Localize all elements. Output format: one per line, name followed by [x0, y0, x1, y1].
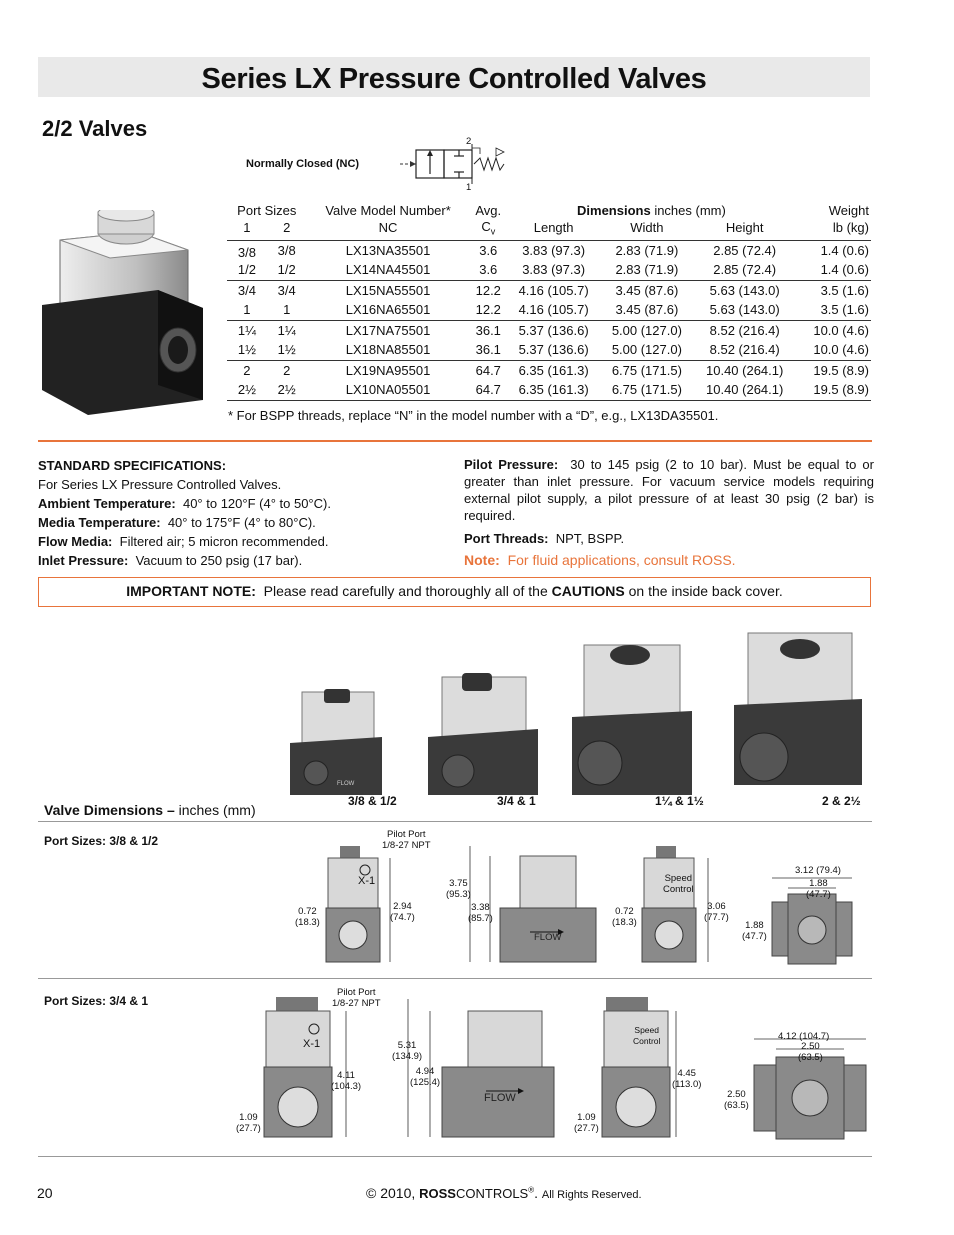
dim1-flow: FLOW — [534, 932, 562, 943]
spec-pilot-value: 30 to 145 psig (2 to 10 bar). Must be equal to or greater than inlet pressure. For vacuum service models requiring external pilot supply, a pilot pressure of at least 30 psig (2 bar) is required. — [464, 457, 874, 523]
spec-flow-label: Flow Media: — [38, 534, 113, 549]
registered-mark: ® — [528, 1185, 535, 1195]
spec-inlet — [38, 551, 438, 570]
dim2-dim-f — [672, 1068, 701, 1090]
dim2-speed-control — [633, 1025, 660, 1047]
dim1-dim-d — [468, 902, 493, 924]
brand-logo: ROSS — [419, 1186, 456, 1201]
specs-heading: STANDARD SPECIFICATIONS: — [38, 458, 227, 473]
cell-model: LX17NA75501 — [345, 322, 431, 338]
cell-model: LX18NA85501 — [307, 340, 470, 360]
cell-p2: 2½ — [267, 380, 307, 400]
spec-note-label: Note: — [464, 552, 500, 568]
dim1-dim-a — [295, 906, 320, 928]
dim1-dim-h — [806, 878, 831, 900]
dim1-speed2: Control — [663, 884, 694, 895]
dim1-port-label: Port Sizes: 3/8 & 1/2 — [44, 834, 159, 848]
cell-height: 5.63 (143.0) — [694, 300, 796, 320]
important-cautions: CAUTIONS — [551, 583, 625, 599]
dimensions-heading-label: Valve Dimensions – — [44, 802, 175, 818]
important-text-after: on the inside back cover. — [628, 583, 783, 599]
header-dimensions-units: inches (mm) — [650, 203, 726, 218]
cell-p2: 1/2 — [267, 260, 307, 280]
header-weight-units: lb (kg) — [796, 219, 871, 240]
cell-p2: 3/4 — [277, 282, 296, 298]
cell-cv: 36.1 — [475, 322, 501, 338]
dim2-f2: (113.0) — [672, 1079, 702, 1090]
spec-inlet-label: Inlet Pressure: — [38, 553, 129, 568]
cell-length: 3.83 (97.3) — [507, 260, 600, 280]
dim1-f2: (77.7) — [704, 912, 729, 923]
cell-height: 8.52 (216.4) — [709, 322, 780, 338]
valve-large — [572, 645, 692, 795]
header-dimensions-label: Dimensions — [577, 203, 651, 218]
dim1-b1: 2.94 — [393, 901, 412, 912]
cell-p1: 1½ — [227, 340, 267, 360]
dim1-i1: 1.88 — [745, 920, 764, 931]
dim2-pilot-npt-text: 1/8-27 NPT — [332, 998, 381, 1009]
spec-inlet-value: Vacuum to 250 psig (17 bar). — [135, 553, 303, 568]
cell-weight: 3.5 (1.6) — [820, 282, 869, 298]
dim2-b1: 4.11 — [337, 1070, 355, 1081]
cell-weight: 1.4 (0.6) — [820, 242, 869, 258]
copyright-text: © 2010, — [366, 1185, 416, 1201]
cell-width: 6.75 (171.5) — [600, 380, 693, 400]
cell-length: 4.16 (105.7) — [518, 282, 589, 298]
header-length: Length — [507, 219, 600, 240]
cell-cv: 3.6 — [470, 260, 507, 280]
valve-size-label: 3/4 & 1 — [497, 794, 536, 808]
table-footnote: * For BSPP threads, replace “N” in the model number with a “D”, e.g., LX13DA35501. — [228, 408, 719, 423]
dim2-dim-e — [574, 1112, 599, 1134]
cell-length: 5.37 (136.6) — [507, 340, 600, 360]
cell-length: 3.83 (97.3) — [522, 242, 586, 258]
cell-height: 8.52 (216.4) — [694, 340, 796, 360]
page-title: Series LX Pressure Controlled Valves — [201, 63, 707, 95]
header-width: Width — [600, 219, 693, 240]
cell-p1: 3/4 — [237, 282, 256, 298]
dim2-c2: (134.9) — [392, 1051, 423, 1062]
cell-p2: 1 — [267, 300, 307, 320]
dim1-dim-i — [742, 920, 767, 942]
dim2-flow: FLOW — [484, 1092, 516, 1104]
dim1-drawings — [290, 840, 870, 970]
header-height: Height — [694, 219, 796, 240]
header-cv-symbol — [470, 219, 507, 240]
page-number: 20 — [37, 1185, 53, 1201]
dim1-h1: 1.88 — [809, 878, 828, 889]
cell-weight: 3.5 (1.6) — [796, 300, 871, 320]
cell-cv: 3.6 — [479, 242, 498, 258]
header-port-1: 1 — [227, 219, 267, 240]
cell-p1: 2 — [243, 362, 251, 378]
table-row — [227, 360, 871, 380]
cell-height: 5.63 (143.0) — [709, 282, 780, 298]
title-bar — [38, 57, 870, 97]
dim2-i1: 2.50 — [727, 1089, 746, 1100]
valve-small — [290, 689, 382, 795]
cell-width: 5.00 (127.0) — [600, 340, 693, 360]
cell-p1: 1 — [227, 300, 267, 320]
dim2-dim-c — [392, 1040, 422, 1062]
important-note-box — [38, 577, 871, 607]
dim1-i2: (47.7) — [742, 931, 767, 942]
flow-text: FLOW — [337, 781, 355, 787]
dim2-port-label: Port Sizes: 3/4 & 1 — [44, 994, 149, 1008]
cell-height: 10.40 (264.1) — [694, 380, 796, 400]
rights-text: All Rights Reserved. — [541, 1189, 642, 1201]
valve-symbol-diagram — [396, 134, 521, 192]
dim1-dim-e — [612, 906, 637, 928]
dim2-d1: 4.94 — [415, 1066, 435, 1077]
cell-weight: 19.5 (8.9) — [796, 380, 871, 400]
spec-note-value: For fluid applications, consult ROSS. — [507, 552, 736, 568]
dim2-dim-h — [798, 1041, 823, 1063]
cell-model: LX19NA95501 — [345, 362, 431, 378]
dim1-e1: 0.72 — [615, 906, 634, 917]
valve-product-photo — [38, 210, 220, 420]
table-row — [227, 380, 871, 400]
divider — [38, 1156, 872, 1157]
cell-width: 3.45 (87.6) — [600, 300, 693, 320]
port-1-label: 1 — [466, 182, 472, 193]
valve-spec-table — [227, 199, 871, 401]
dim2-e1: 1.09 — [577, 1112, 596, 1123]
cell-cv: 36.1 — [470, 340, 507, 360]
dim1-speed1: Speed — [664, 873, 693, 884]
dim1-pilot-port — [382, 829, 431, 851]
cell-model: LX13NA35501 — [345, 242, 431, 258]
valve-family-illustration — [282, 625, 872, 800]
spec-pilot-label: Pilot Pressure: — [464, 457, 559, 472]
header-cv-c: C — [481, 219, 491, 234]
spec-ambient-label: Ambient Temperature: — [38, 496, 176, 511]
cell-p2: 2 — [283, 362, 291, 378]
header-weight: Weight — [828, 203, 869, 218]
header-cv-subscript: v — [490, 226, 496, 237]
spec-flow-value: Filtered air; 5 micron recommended. — [119, 534, 329, 549]
dim1-d1: 3.38 — [471, 902, 490, 913]
dim1-c2: (95.3) — [446, 889, 471, 900]
dim2-h1: 2.50 — [801, 1041, 820, 1052]
dim1-dim-c — [446, 878, 471, 900]
table-row — [227, 300, 871, 320]
cell-length: 6.35 (161.3) — [518, 362, 589, 378]
valve-size-label: 1¼ & 1½ — [655, 794, 704, 808]
cell-weight: 10.0 (4.6) — [813, 322, 869, 338]
cell-cv: 64.7 — [475, 362, 501, 378]
cell-p1: 2½ — [227, 380, 267, 400]
table-row — [227, 260, 871, 280]
cell-weight: 1.4 (0.6) — [796, 260, 871, 280]
dim1-b2: (74.7) — [390, 912, 415, 923]
dim1-pilot-npt-text: 1/8-27 NPT — [382, 840, 431, 851]
cell-height: 10.40 (264.1) — [706, 362, 784, 378]
cell-p1: 1/2 — [227, 260, 267, 280]
table-row — [227, 340, 871, 360]
dim1-dim-f — [704, 901, 729, 923]
cell-width: 5.00 (127.0) — [611, 322, 682, 338]
dim2-b2: (104.3) — [331, 1081, 362, 1092]
dim1-pilot-port-text: Pilot Port — [387, 829, 426, 840]
cell-weight: 10.0 (4.6) — [796, 340, 871, 360]
dim2-dim-d — [410, 1066, 440, 1088]
dim1-dim-g: 3.12 (79.4) — [795, 865, 841, 876]
header-model-nc: NC — [307, 219, 470, 240]
section-title: 2/2 Valves — [42, 116, 148, 141]
spec-threads — [464, 530, 874, 547]
valve-xlarge — [734, 633, 862, 785]
port-2-label: 2 — [466, 136, 472, 147]
brand-logo-2: CONTROLS — [455, 1186, 529, 1201]
header-dimensions — [507, 199, 796, 219]
dim2-dim-b — [331, 1070, 361, 1092]
dim1-speed-control — [663, 873, 694, 895]
table-row — [227, 320, 871, 340]
dim2-pilot-port-text: Pilot Port — [337, 987, 376, 998]
cell-width: 2.83 (71.9) — [600, 260, 693, 280]
spec-ambient — [38, 494, 438, 513]
spec-media-temp — [38, 513, 438, 532]
spec-ambient-value: 40° to 120°F (4° to 50°C). — [182, 496, 331, 511]
spec-media-temp-value: 40° to 175°F (4° to 80°C). — [167, 515, 316, 530]
dim2-dim-g: 4.12 (104.7) — [778, 1031, 830, 1042]
spec-threads-label: Port Threads: — [464, 531, 549, 546]
cell-cv: 12.2 — [475, 282, 501, 298]
spec-flow — [38, 532, 438, 551]
dim1-x1: X-1 — [358, 875, 376, 887]
dim1-a2: (18.3) — [295, 917, 320, 928]
dim2-pilot-port — [332, 987, 381, 1009]
dim1-c1: 3.75 — [449, 878, 468, 889]
specs-left-column — [38, 456, 438, 570]
cell-width: 6.75 (171.5) — [611, 362, 682, 378]
header-port-sizes: Port Sizes — [237, 203, 297, 218]
cell-cv: 64.7 — [470, 380, 507, 400]
dim1-h2: (47.7) — [806, 889, 831, 900]
dimensions-heading-units: inches (mm) — [178, 802, 256, 818]
spec-note — [464, 552, 874, 569]
cell-cv: 12.2 — [470, 300, 507, 320]
dimensions-heading — [44, 802, 256, 818]
dim2-speed2: Control — [633, 1036, 661, 1046]
dim2-d2: (125.4) — [410, 1077, 441, 1088]
footer-copyright: © 2010, ROSSCONTROLS®. All Rights Reserved. — [366, 1185, 642, 1201]
cell-width: 3.45 (87.6) — [615, 282, 679, 298]
dim2-speed1: Speed — [634, 1025, 659, 1035]
header-cv: Avg. — [475, 203, 502, 218]
spec-media-temp-label: Media Temperature: — [38, 515, 161, 530]
important-text-before: Please read carefully and thoroughly all of the — [263, 583, 548, 599]
dim1-dim-b — [390, 901, 415, 923]
section-divider — [38, 440, 872, 442]
dim1-e2: (18.3) — [612, 917, 637, 928]
cell-p2: 3/8 — [277, 242, 296, 258]
cell-p2: 1¼ — [277, 322, 296, 338]
dim2-c1: 5.31 — [397, 1040, 417, 1051]
cell-model: LX14NA45501 — [307, 260, 470, 280]
cell-length: 6.35 (161.3) — [507, 380, 600, 400]
valve-medium — [428, 673, 538, 795]
specs-right-column — [464, 456, 874, 569]
cell-model: LX16NA65501 — [307, 300, 470, 320]
cell-height: 2.85 (72.4) — [713, 242, 777, 258]
specs-intro: For Series LX Pressure Controlled Valves. — [38, 477, 282, 492]
dim2-x1: X-1 — [303, 1038, 321, 1050]
divider — [38, 978, 872, 979]
valve-size-label: 3/8 & 1/2 — [348, 794, 397, 808]
dim2-e2: (27.7) — [574, 1123, 599, 1134]
cell-p1: 3/8 — [237, 244, 256, 260]
symbol-label: Normally Closed (NC) — [246, 158, 360, 170]
cell-p1: 1¼ — [237, 322, 256, 338]
table-row — [227, 240, 871, 260]
valve-size-label: 2 & 2½ — [822, 794, 861, 808]
divider — [38, 821, 872, 822]
cell-width: 2.83 (71.9) — [615, 242, 679, 258]
header-model: Valve Model Number* — [325, 203, 451, 218]
cell-p2: 1½ — [267, 340, 307, 360]
dim1-a1: 0.72 — [298, 906, 317, 917]
dim2-a1: 1.09 — [239, 1112, 258, 1123]
header-port-2: 2 — [267, 219, 307, 240]
cell-length: 4.16 (105.7) — [507, 300, 600, 320]
spec-pilot — [464, 456, 874, 524]
dim2-i2: (63.5) — [724, 1100, 749, 1111]
dim2-dim-a — [236, 1112, 261, 1134]
cell-model: LX15NA55501 — [345, 282, 431, 298]
cell-model: LX10NA05501 — [307, 380, 470, 400]
important-label: IMPORTANT NOTE: — [126, 583, 256, 599]
cell-length: 5.37 (136.6) — [518, 322, 589, 338]
cell-height: 2.85 (72.4) — [694, 260, 796, 280]
dim1-f1: 3.06 — [707, 901, 726, 912]
dim2-a2: (27.7) — [236, 1123, 261, 1134]
dim2-h2: (63.5) — [798, 1052, 823, 1063]
cell-weight: 19.5 (8.9) — [813, 362, 869, 378]
spec-threads-value: NPT, BSPP. — [555, 531, 625, 546]
table-row — [227, 280, 871, 300]
dim1-d2: (85.7) — [468, 913, 493, 924]
dim2-dim-i — [724, 1089, 749, 1111]
dim2-f1: 4.45 — [677, 1068, 696, 1079]
